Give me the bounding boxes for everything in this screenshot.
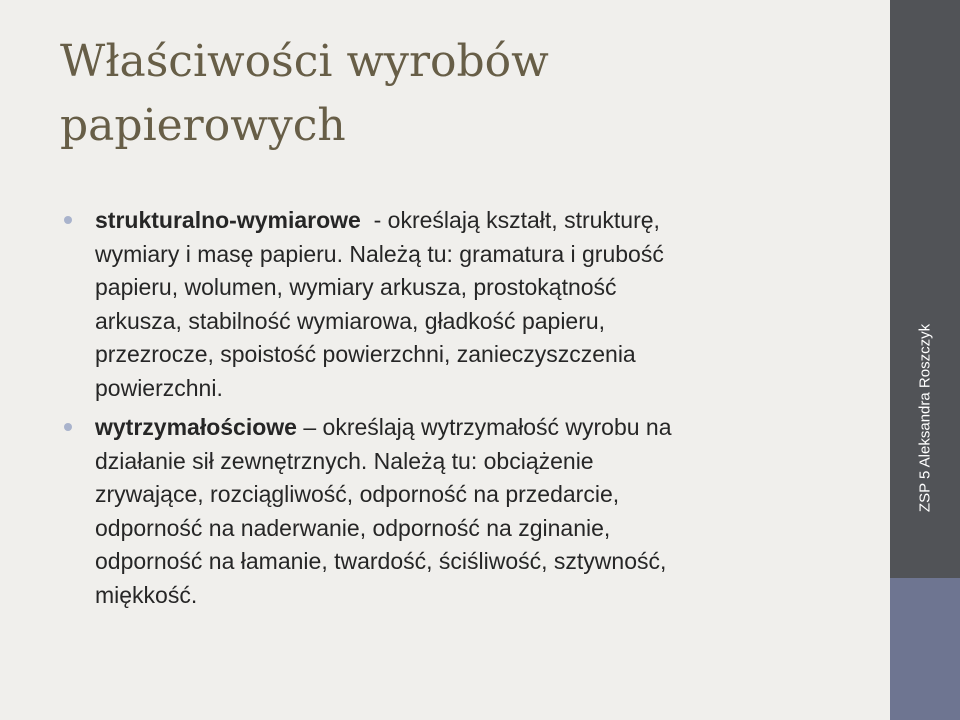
bullet-text: – określają wytrzymałość wyrobu na	[296, 414, 672, 440]
bullet-line	[95, 411, 822, 445]
bullet-line: wymiary i masę papieru. Należą tu: gramatura i grubość	[95, 240, 664, 267]
bullet-line: arkusza, stabilność wymiarowa, gładkość papieru,	[95, 307, 606, 334]
bullet-text: - określają kształt, strukturę,	[360, 207, 660, 233]
sidebar-accent-stripe	[890, 578, 960, 720]
bullet-line: zrywające, rozciągliwość, odporność na przedarcie,	[95, 481, 620, 507]
slide-title-line-1: Właściwości wyrobów	[60, 36, 549, 87]
bullet-list	[62, 204, 822, 618]
slide-title-line-2: papierowych	[60, 100, 346, 151]
bullet-line: działanie sił zewnętrznych. Należą tu: obciążenie	[95, 447, 594, 474]
bullet-dot-icon	[64, 423, 72, 431]
bullet-item-structural	[62, 204, 822, 405]
bullet-term: strukturalno-wymiarowe	[95, 207, 361, 233]
bullet-line: przezrocze, spoistość powierzchni, zanieczyszczenia	[95, 341, 636, 367]
bullet-line: papieru, wolumen, wymiary arkusza, prostokątność	[95, 274, 617, 300]
bullet-line: miękkość.	[95, 581, 198, 608]
sidebar-band	[890, 0, 960, 720]
bullet-line: odporność na naderwanie, odporność na zginanie,	[95, 514, 611, 541]
sidebar-author-text: ZSP 5 Aleksandra Roszczyk	[916, 323, 934, 513]
bullet-term: wytrzymałościowe	[95, 414, 297, 440]
bullet-line	[95, 204, 822, 238]
bullet-line: odporność na łamanie, twardość, ściśliwość, sztywność,	[95, 548, 667, 574]
bullet-dot-icon	[64, 216, 72, 224]
bullet-line: powierzchni.	[95, 374, 223, 401]
slide-title	[60, 30, 860, 158]
bullet-item-strength	[62, 411, 822, 612]
